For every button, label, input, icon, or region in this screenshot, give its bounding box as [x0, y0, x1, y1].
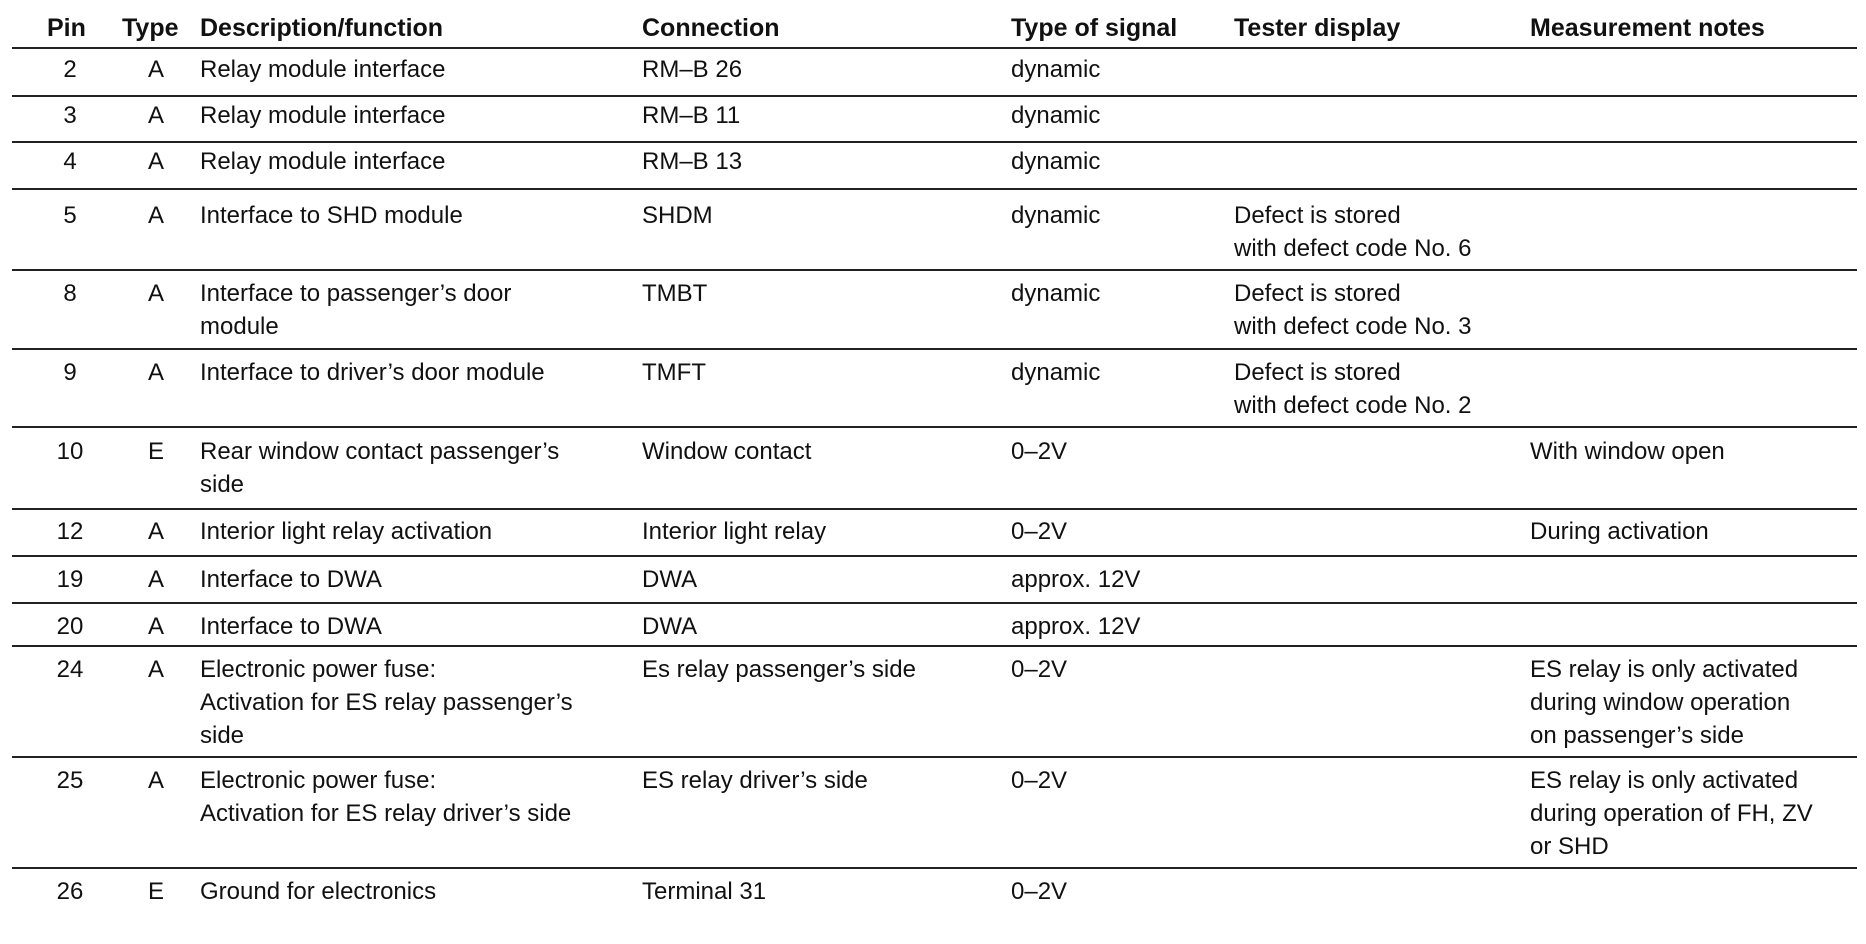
pin-cell: 12 — [56, 518, 84, 545]
type-cell: E — [147, 878, 164, 905]
tester-display-cell-line: with defect code No. 2 — [1234, 392, 1472, 419]
measurement-notes-cell-line: With window open — [1530, 438, 1725, 465]
description-cell — [200, 146, 445, 179]
description-cell-line: Interface to DWA — [200, 613, 382, 640]
description-cell-line: Rear window contact passenger’s — [200, 438, 560, 465]
tester-display-cell-line: with defect code No. 3 — [1234, 313, 1472, 340]
connection-cell: TMBT — [642, 280, 708, 307]
tester-display-cell — [1234, 278, 1471, 344]
row-separator — [12, 188, 1857, 190]
connection-cell: ES relay driver’s side — [642, 767, 868, 794]
connection-cell: Window contact — [642, 438, 812, 465]
tester-display-cell-line: Defect is stored — [1234, 359, 1401, 386]
description-cell-line: Electronic power fuse: — [200, 767, 437, 794]
signal-cell: dynamic — [1011, 56, 1101, 83]
measurement-notes-cell — [1530, 516, 1709, 549]
description-cell-line: Activation for ES relay passenger’s — [200, 689, 573, 716]
signal-cell: approx. 12V — [1011, 613, 1141, 640]
description-cell-line: Interface to driver’s door module — [200, 359, 545, 386]
type-cell: A — [147, 102, 164, 129]
type-cell: A — [147, 202, 164, 229]
description-cell-line: Interior light relay activation — [200, 518, 493, 545]
pin-cell: 24 — [56, 656, 84, 683]
description-cell-line: Ground for electronics — [200, 878, 437, 905]
row-separator — [12, 645, 1857, 647]
header-type: Type — [122, 14, 179, 42]
row-separator — [12, 141, 1857, 143]
pin-cell: 9 — [63, 359, 77, 386]
description-cell — [200, 516, 492, 549]
type-cell: A — [147, 613, 164, 640]
tester-display-cell-line: Defect is stored — [1234, 202, 1401, 229]
measurement-notes-cell-line: or SHD — [1530, 833, 1609, 860]
row-separator — [12, 269, 1857, 271]
header-description: Description/function — [200, 14, 444, 42]
type-cell: A — [147, 148, 164, 175]
description-cell-line: Relay module interface — [200, 56, 446, 83]
connection-cell: RM–B 13 — [642, 148, 743, 175]
row-separator — [12, 756, 1857, 758]
row-separator — [12, 602, 1857, 604]
signal-cell: dynamic — [1011, 280, 1101, 307]
pin-cell: 8 — [63, 280, 77, 307]
signal-cell: 0–2V — [1011, 767, 1068, 794]
type-cell: A — [147, 767, 164, 794]
signal-cell: 0–2V — [1011, 656, 1068, 683]
row-separator — [12, 426, 1857, 428]
connection-cell: TMFT — [642, 359, 706, 386]
description-cell — [200, 200, 463, 233]
description-cell-line: Interface to SHD module — [200, 202, 463, 229]
signal-cell: dynamic — [1011, 148, 1101, 175]
type-cell: A — [147, 656, 164, 683]
connection-cell: DWA — [642, 566, 698, 593]
measurement-notes-cell-line: ES relay is only activated — [1530, 656, 1799, 683]
type-cell: A — [147, 280, 164, 307]
pin-cell: 20 — [56, 613, 84, 640]
signal-cell: dynamic — [1011, 359, 1101, 386]
tester-display-cell-line: Defect is stored — [1234, 280, 1401, 307]
pin-cell: 4 — [63, 148, 77, 175]
measurement-notes-cell-line: during operation of FH, ZV — [1530, 800, 1813, 827]
description-cell — [200, 564, 382, 597]
header-tester-display: Tester display — [1234, 14, 1401, 42]
measurement-notes-cell-line: During activation — [1530, 518, 1709, 545]
description-cell — [200, 654, 573, 753]
description-cell — [200, 278, 511, 344]
row-separator — [12, 95, 1857, 97]
connection-cell: Terminal 31 — [642, 878, 767, 905]
row-separator — [12, 348, 1857, 350]
signal-cell: approx. 12V — [1011, 566, 1141, 593]
header-measurement-notes: Measurement notes — [1530, 14, 1765, 42]
description-cell-line: side — [200, 722, 245, 749]
type-cell: E — [147, 438, 164, 465]
header-rule — [12, 47, 1857, 49]
connection-cell: DWA — [642, 613, 698, 640]
description-cell — [200, 357, 545, 390]
description-cell-line: Activation for ES relay driver’s side — [200, 800, 572, 827]
measurement-notes-cell-line: on passenger’s side — [1530, 722, 1744, 749]
connection-cell: Interior light relay — [642, 518, 827, 545]
tester-display-cell — [1234, 200, 1471, 266]
type-cell: A — [147, 566, 164, 593]
signal-cell: dynamic — [1011, 102, 1101, 129]
pin-cell: 5 — [63, 202, 77, 229]
pin-cell: 19 — [56, 566, 84, 593]
description-cell-line: Relay module interface — [200, 102, 446, 129]
description-cell — [200, 100, 445, 133]
pin-cell: 25 — [56, 767, 84, 794]
connection-cell: SHDM — [642, 202, 713, 229]
measurement-notes-cell-line: during window operation — [1530, 689, 1791, 716]
measurement-notes-cell — [1530, 654, 1798, 753]
description-cell — [200, 876, 436, 909]
measurement-notes-cell — [1530, 765, 1813, 864]
pin-cell: 10 — [56, 438, 84, 465]
description-cell — [200, 54, 445, 87]
tester-display-cell — [1234, 357, 1471, 423]
signal-cell: 0–2V — [1011, 878, 1068, 905]
description-cell — [200, 436, 559, 502]
pin-cell: 26 — [56, 878, 84, 905]
connection-cell: RM–B 26 — [642, 56, 743, 83]
description-cell — [200, 765, 571, 831]
description-cell-line: Relay module interface — [200, 148, 446, 175]
tester-display-cell-line: with defect code No. 6 — [1234, 235, 1472, 262]
description-cell-line: module — [200, 313, 279, 340]
description-cell-line: Electronic power fuse: — [200, 656, 437, 683]
type-cell: A — [147, 518, 164, 545]
row-separator — [12, 867, 1857, 869]
signal-cell: 0–2V — [1011, 518, 1068, 545]
row-separator — [12, 508, 1857, 510]
description-cell-line: Interface to DWA — [200, 566, 382, 593]
measurement-notes-cell-line: ES relay is only activated — [1530, 767, 1799, 794]
description-cell-line: Interface to passenger’s door — [200, 280, 512, 307]
header-connection: Connection — [642, 14, 780, 42]
measurement-notes-cell — [1530, 436, 1725, 469]
header-pin: Pin — [47, 14, 86, 42]
header-signal: Type of signal — [1011, 14, 1178, 42]
signal-cell: 0–2V — [1011, 438, 1068, 465]
description-cell — [200, 611, 382, 644]
pin-cell: 3 — [63, 102, 77, 129]
description-cell-line: side — [200, 471, 245, 498]
signal-cell: dynamic — [1011, 202, 1101, 229]
connection-cell: RM–B 11 — [642, 102, 741, 129]
connection-cell: Es relay passenger’s side — [642, 656, 916, 683]
type-cell: A — [147, 359, 164, 386]
type-cell: A — [147, 56, 164, 83]
row-separator — [12, 555, 1857, 557]
pin-cell: 2 — [63, 56, 77, 83]
